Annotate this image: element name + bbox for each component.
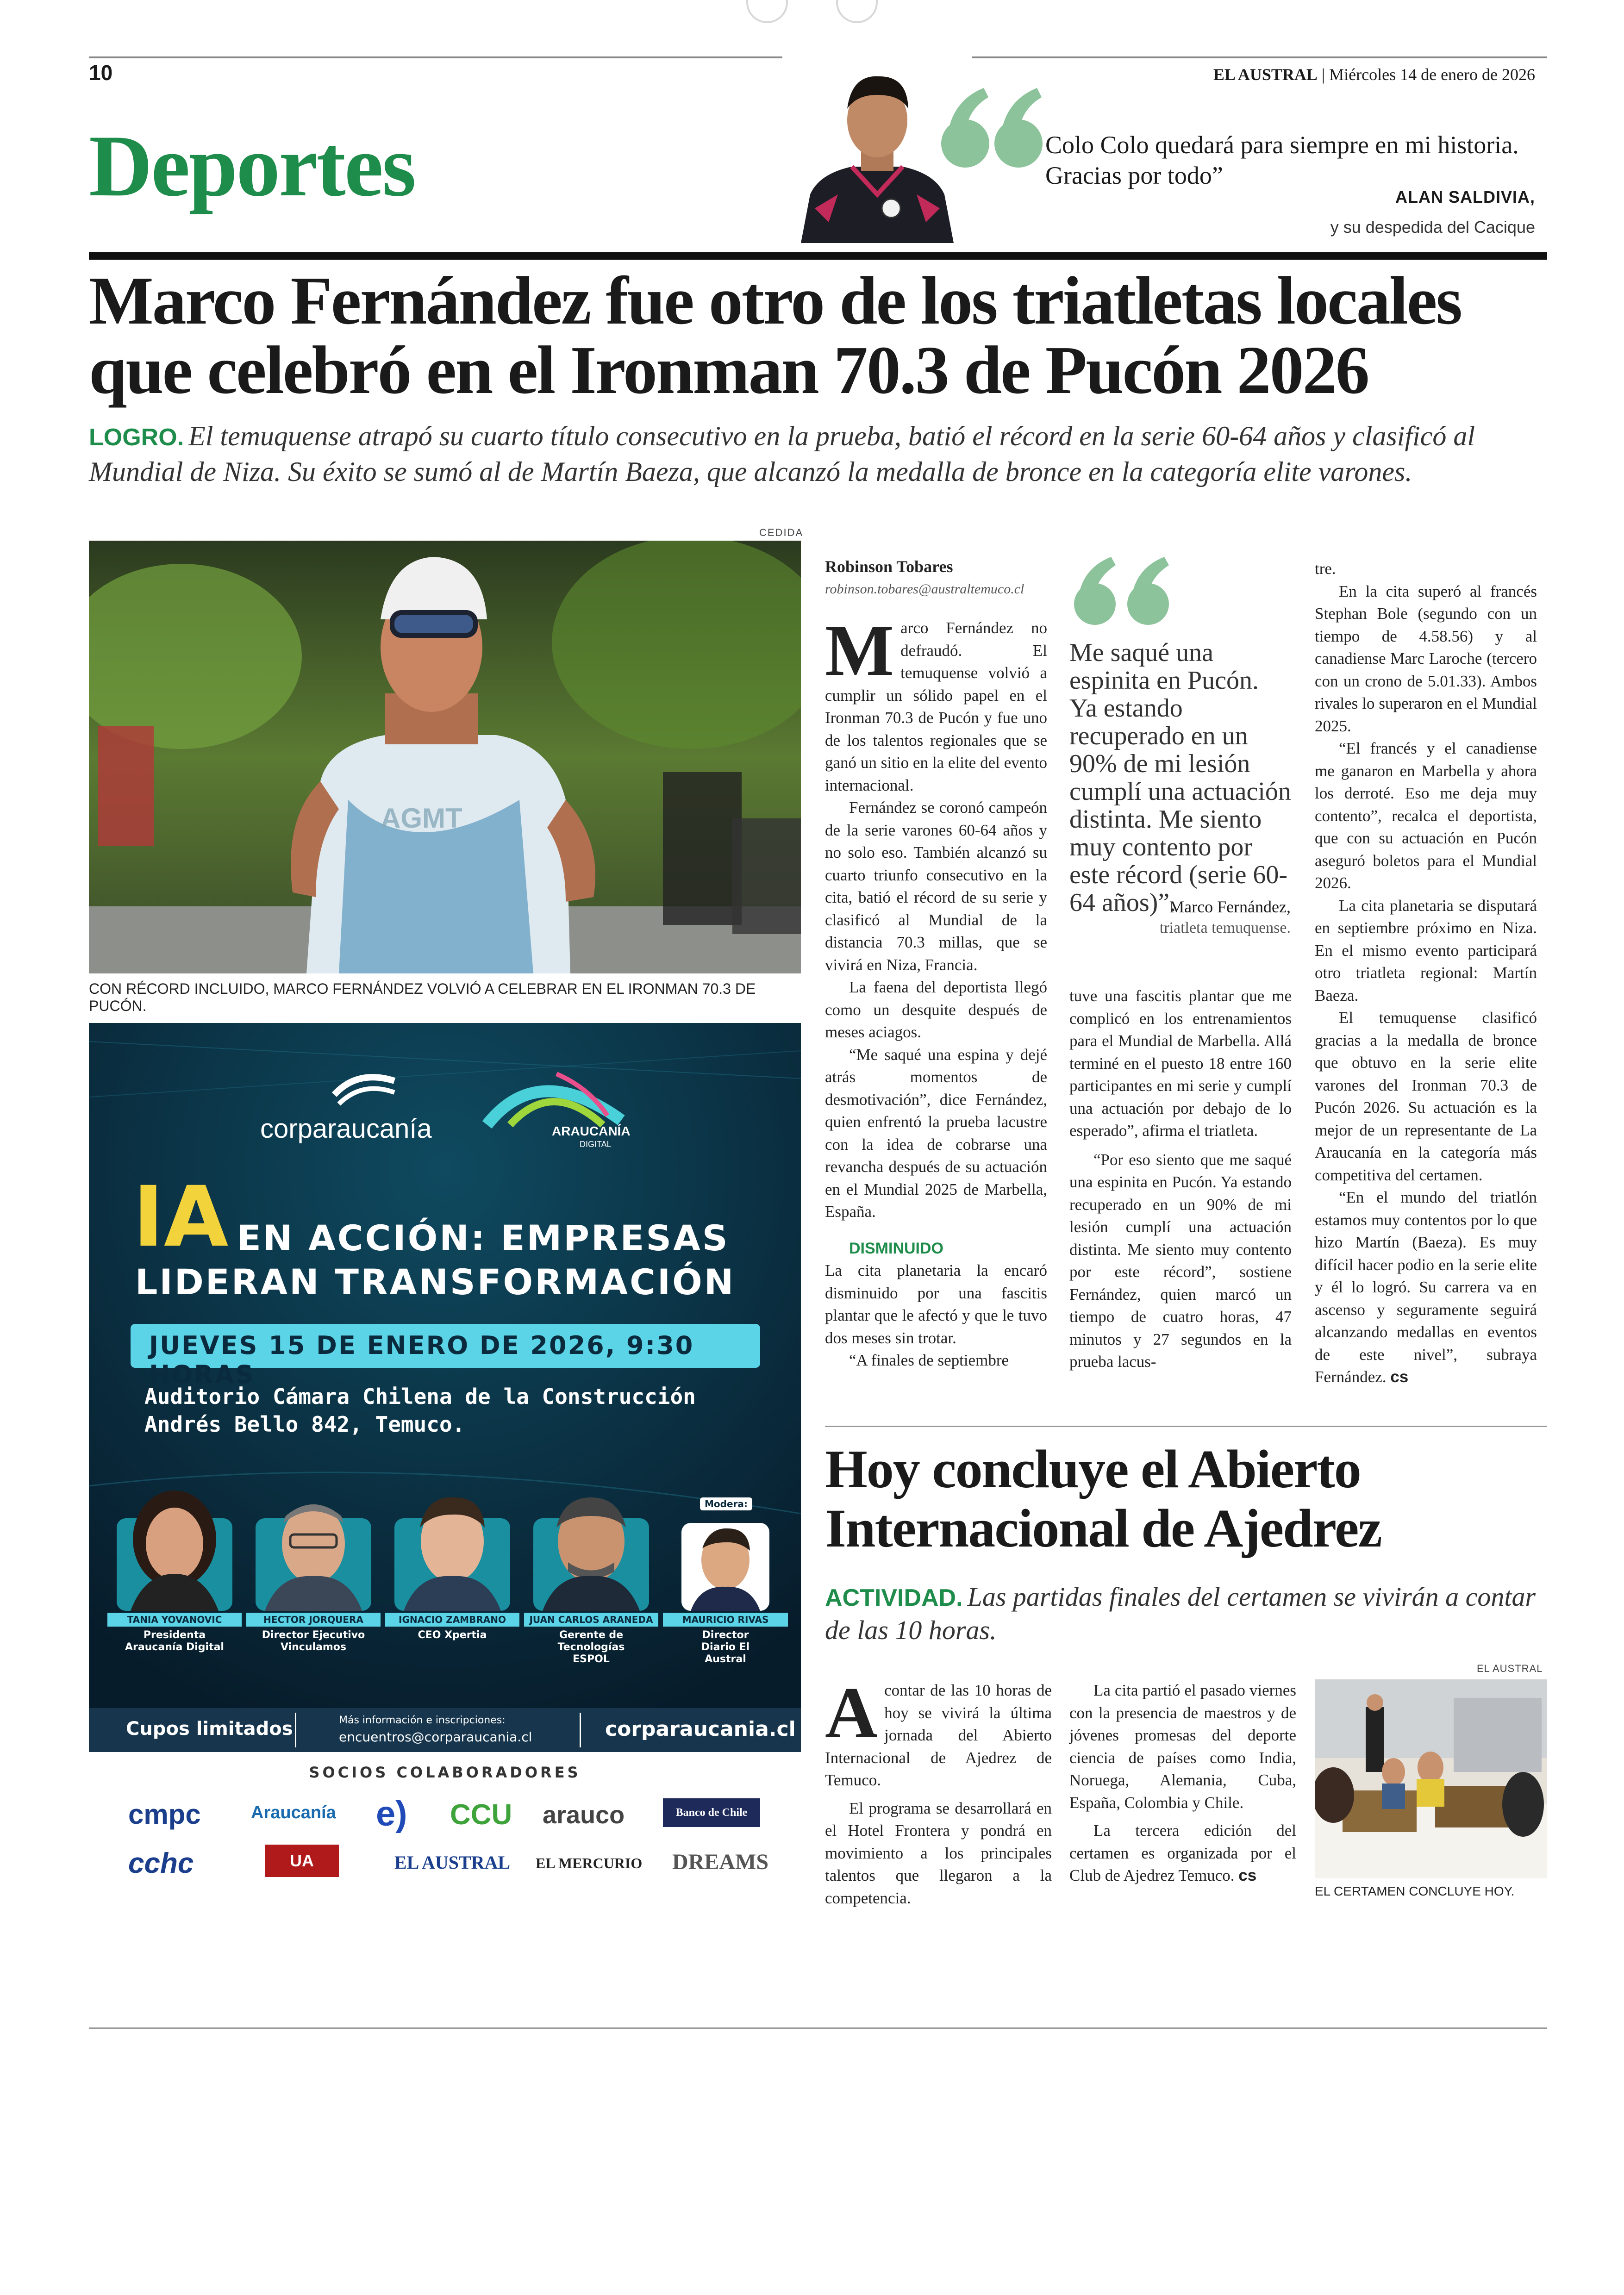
main-photo-caption: CON RÉCORD INCLUIDO, MARCO FERNÁNDEZ VOLVIÓ A CELEBRAR EN EL IRONMAN 70.3 DE PUCÓN. (89, 980, 756, 1014)
partner-logo: arauco (543, 1801, 625, 1829)
top-quote-text: Colo Colo quedará para siempre en mi historia. Gracias por todo” (1045, 131, 1519, 189)
article-divider (825, 1426, 1547, 1427)
moderator-tag: Modera: (700, 1497, 752, 1510)
article-paragraph (825, 1672, 1052, 1792)
chess-kicker: ACTIVIDAD. (825, 1584, 963, 1611)
article-paragraph: La faena del deportista llegó como un desquite después de meses aciagos. (825, 978, 1047, 1041)
article-paragraph: La cita planetaria se disputará en septiembre próximo en Niza. En el mismo evento participará otro triatleta regional: Martín Baeza. (1315, 896, 1537, 1004)
speaker-role: Gerente de Tecnologías ESPOL (557, 1629, 625, 1665)
pull-quote-text: Me saqué una espinita en Pucón. Ya estando recuperado en un 90% de mi lesión cumplí una actuación distinta. Me siento muy contento por este récord (serie 60-64 años)”. (1069, 638, 1291, 917)
article-paragraph: La cita partió el pasado viernes con la presencia de maestros y de jóvenes promesas del deporte ciencia de países como India, Noruega, Alemania, Cuba, España, Colombia y Chile. (1069, 1681, 1296, 1812)
article-paragraph: La cita planetaria la encaró disminuido por una fascitis plantar que le afectó y que le tuvo dos meses sin trotar. (825, 1261, 1047, 1347)
drop-cap: A (825, 1672, 878, 1753)
runner-photo (89, 541, 801, 973)
main-kicker: LOGRO. (89, 424, 184, 451)
scroll-up-control[interactable] (746, 0, 788, 23)
ad-venue-line1: Auditorio Cámara Chilena de la Construcción (144, 1384, 696, 1409)
partner-logo: Araucanía (251, 1803, 336, 1822)
article-paragraph (825, 610, 1047, 797)
speaker-photo (107, 1472, 242, 1611)
article-paragraph: “Por eso siento que me saqué una espinita en Pucón. Ya estando recuperado en un 90% de mi lesión cumplí una actuación distinta. Me siento muy contento por este récord”, sostiene Fernández, quien marcó un tiempo de cuatro horas, 47 minutos y 27 segundos en la prueba lacus- (1069, 1150, 1292, 1371)
article-paragraph: “El francés y el canadiense me ganaron en Marbella y ahora los derroté. Eso me deja muy contento”, recalca el deportista, que con su actuación en Pucón aseguró boletos para el Mundial 2026. (1315, 739, 1537, 892)
main-lead-text: El temuquense atrapó su cuarto título consecutivo en la prueba, batió el récord en la serie 60-64 años y clasificó al Mundial de Niza. Su éxito se sumó al de Martín Baeza, que alcanzó la medalla de bronce en la categoría elite varones. (89, 421, 1475, 487)
partner-logo: EL AUSTRAL (394, 1852, 511, 1873)
issue-date: Miércoles 14 de enero de 2026 (1329, 65, 1535, 84)
article-paragraph: “Me saqué una espina y dejé atrás momentos de desmotivación”, dice Fernández, quien enfrentó la prueba lacustre con la idea de cobrarse una revancha después de su actuación en el Mundial 2025 de Marbella, España. (825, 1045, 1047, 1221)
chess-headline: Hoy concluye el Abierto Internacional de Ajedrez (825, 1439, 1381, 1559)
speaker-name: JUAN CARLOS ARANEDA (524, 1613, 658, 1627)
speaker-name: HECTOR JORQUERA (246, 1613, 381, 1627)
article-column-2 (1069, 985, 1292, 1373)
newspaper-name: EL AUSTRAL (1213, 65, 1318, 84)
speaker-name: TANIA YOVANOVIC (107, 1613, 242, 1627)
chess-photo (1315, 1679, 1547, 1878)
ad-brand2-line2: DIGITAL (580, 1140, 612, 1149)
article-paragraph: El temuquense clasificó gracias a la medalla de bronce que obtuvo en la serie elite varones del Ironman 70.3 de Pucón 2026. Su actuación es la mejor de un representante de La Araucanía en la categoría más competitiva del certamen. (1315, 1009, 1537, 1184)
article-paragraph: tuve una fascitis plantar que me complicó en los entrenamientos para el Mundial de Marbella. Allá terminé en el puesto 18 entre 160 participantes en mi serie y cumplí una actuación por debajo de lo esperado”, afirma el triatleta. (1069, 987, 1292, 1140)
photo-credit: CEDIDA (759, 527, 804, 538)
chess-photo-credit: EL AUSTRAL (1477, 1663, 1543, 1674)
drop-cap: M (825, 610, 894, 691)
article-paragraph (1069, 1820, 1296, 1887)
event-advertisement[interactable] (89, 1023, 801, 1752)
ad-brand2-line1: ARAUCANÍA (552, 1124, 631, 1138)
pull-quote-author: Marco Fernández, (1169, 898, 1291, 916)
speaker-role: CEO Xpertia (418, 1629, 487, 1641)
corparaucania-logo-icon (330, 1067, 399, 1109)
speaker-name: MAURICIO RIVAS (663, 1613, 788, 1627)
article-paragraph: Fernández se coronó campeón de la serie varones 60-64 años y no solo eso. También alcanzó su cuarto triunfo consecutivo en la cita, batió el récord de su serie y clasificó al Mundial de la distancia 70.3 millas, que se vivirá en Niza, Francia. (825, 798, 1047, 974)
ad-footer-info-label: Más información e inscripciones: (339, 1715, 506, 1726)
speaker-photo (663, 1514, 788, 1611)
speaker-name: IGNACIO ZAMBRANO (385, 1613, 519, 1627)
speaker-role: Presidenta Araucanía Digital (125, 1629, 224, 1653)
article-column-3 (1315, 558, 1537, 1389)
masthead: EL AUSTRAL | Miércoles 14 de enero de 2026 (1213, 65, 1535, 84)
bottom-rule (89, 2027, 1547, 2029)
partner-logo: UA (265, 1845, 339, 1877)
quote-mark-icon (1069, 553, 1181, 632)
speaker-card (524, 1472, 658, 1665)
article-paragraph: En la cita superó al francés Stephan Bole (segundo con un tiempo de 4.58.56) y al canadiense Marc Laroche (tercero con un crono de 5.01.33). Ambos rivales lo superaron en el Mundial 2025. (1315, 582, 1537, 735)
chess-column-2 (1069, 1679, 1296, 1887)
ad-title-line2: LIDERAN TRANSFORMACIÓN (135, 1261, 736, 1303)
article-paragraph: tre. (1315, 560, 1336, 578)
partner-logo: EL MERCURIO (536, 1855, 643, 1871)
ad-footer-left: Cupos limitados (126, 1718, 293, 1740)
article-paragraph: El programa se desarrollará en el Hotel Frontera y pondrá en movimiento a los principales talentos que llegaron a la competencia. (825, 1799, 1052, 1907)
partner-logo: cchc (128, 1847, 194, 1879)
ad-footer-website[interactable]: corparaucania.cl (605, 1717, 796, 1741)
speaker-card (385, 1472, 519, 1657)
quote-mark-icon (940, 83, 1046, 176)
speaker-photo (246, 1472, 381, 1611)
end-mark-icon: cs (1390, 1368, 1409, 1386)
partner-logo: Banco de Chile (663, 1798, 760, 1827)
ad-venue-line2: Andrés Bello 842, Temuco. (144, 1412, 465, 1437)
main-headline: Marco Fernández fue otro de los triatletas locales que celebró en el Ironman 70.3 de Pucón 2026 (89, 263, 1462, 408)
speaker-card (663, 1514, 788, 1665)
top-quote-author: ALAN SALDIVIA, (1395, 187, 1535, 206)
ad-brand: corparaucanía (260, 1114, 432, 1144)
main-lead (89, 419, 1547, 489)
ad-footer-divider (295, 1713, 296, 1747)
article-column-1 (825, 555, 1047, 1372)
speaker-card (107, 1472, 242, 1657)
end-mark-icon: cs (1238, 1866, 1257, 1884)
speaker-photo (385, 1472, 519, 1611)
chess-lead (825, 1581, 1547, 1646)
paragraph-text: La tercera edición del certamen es organizada por el Club de Ajedrez Temuco. (1069, 1821, 1296, 1884)
top-quote-role: y su despedida del Cacique (1330, 218, 1535, 237)
speaker-role: Director Ejecutivo Vinculamos (262, 1629, 365, 1653)
partner-logo: cmpc (128, 1799, 201, 1830)
ad-partners (89, 1752, 801, 1905)
chess-lead-text: Las partidas finales del certamen se vivirán a contar de las 10 horas. (825, 1582, 1536, 1645)
paragraph-text: arco Fernández no defraudó. El temuquense volvió a cumplir un sólido papel en el Ironman 70.3 de Pucón y fue uno de los talentos regionales que se ganó un sitio en la elite del evento internacional. (825, 619, 1047, 794)
ad-footer (89, 1708, 801, 1752)
partner-logo: DREAMS (672, 1850, 769, 1874)
ad-footer-divider (580, 1713, 581, 1747)
author-name: Robinson Tobares (825, 557, 953, 576)
page-number: 10 (89, 61, 113, 85)
article-paragraph (1315, 1186, 1537, 1389)
section-title: Deportes (89, 118, 415, 215)
article-paragraph: “A finales de septiembre (849, 1351, 1009, 1369)
scroll-next-control[interactable] (836, 0, 878, 23)
ad-date: JUEVES 15 DE ENERO DE 2026, 9:30 HORAS (149, 1331, 694, 1389)
speaker-card (246, 1472, 381, 1657)
pull-quote-role: triatleta temuquense. (1159, 919, 1291, 936)
chess-photo-caption: EL CERTAMEN CONCLUYE HOY. (1315, 1884, 1515, 1898)
ad-title-ia: IA (133, 1169, 229, 1266)
partner-logo: CCU (450, 1799, 512, 1831)
speaker-role: Director Diario El Austral (701, 1629, 750, 1665)
chess-column-1 (825, 1672, 1052, 1909)
ad-footer-email[interactable]: encuentros@corparaucania.cl (339, 1729, 532, 1745)
paragraph-text: contar de las 10 horas de hoy se vivirá la última jornada del Abierto Internacional de Ajedrez de Temuco. (825, 1681, 1052, 1789)
article-subhead: DISMINUIDO (849, 1239, 943, 1257)
partners-title: SOCIOS COLABORADORES (309, 1764, 581, 1781)
header-rule (89, 252, 1547, 260)
araucania-digital-logo-icon (482, 1060, 626, 1129)
partner-logo: e) (376, 1794, 407, 1834)
ad-title-line1: EN ACCIÓN: EMPRESAS (237, 1217, 730, 1259)
author-email[interactable]: robinson.tobares@australtemuco.cl (825, 581, 1024, 597)
svg-text:AGMT: AGMT (381, 803, 462, 834)
paragraph-text: “En el mundo del triatlón estamos muy contentos por lo que hizo Martín (Baeza). Es muy difícil hacer podio en la serie elite y él lo logró. Su carrera va en ascenso y seguramente seguirá alcanzando medallas en eventos de este nivel”, subraya Fernández. (1315, 1188, 1537, 1386)
speaker-photo (524, 1472, 658, 1611)
